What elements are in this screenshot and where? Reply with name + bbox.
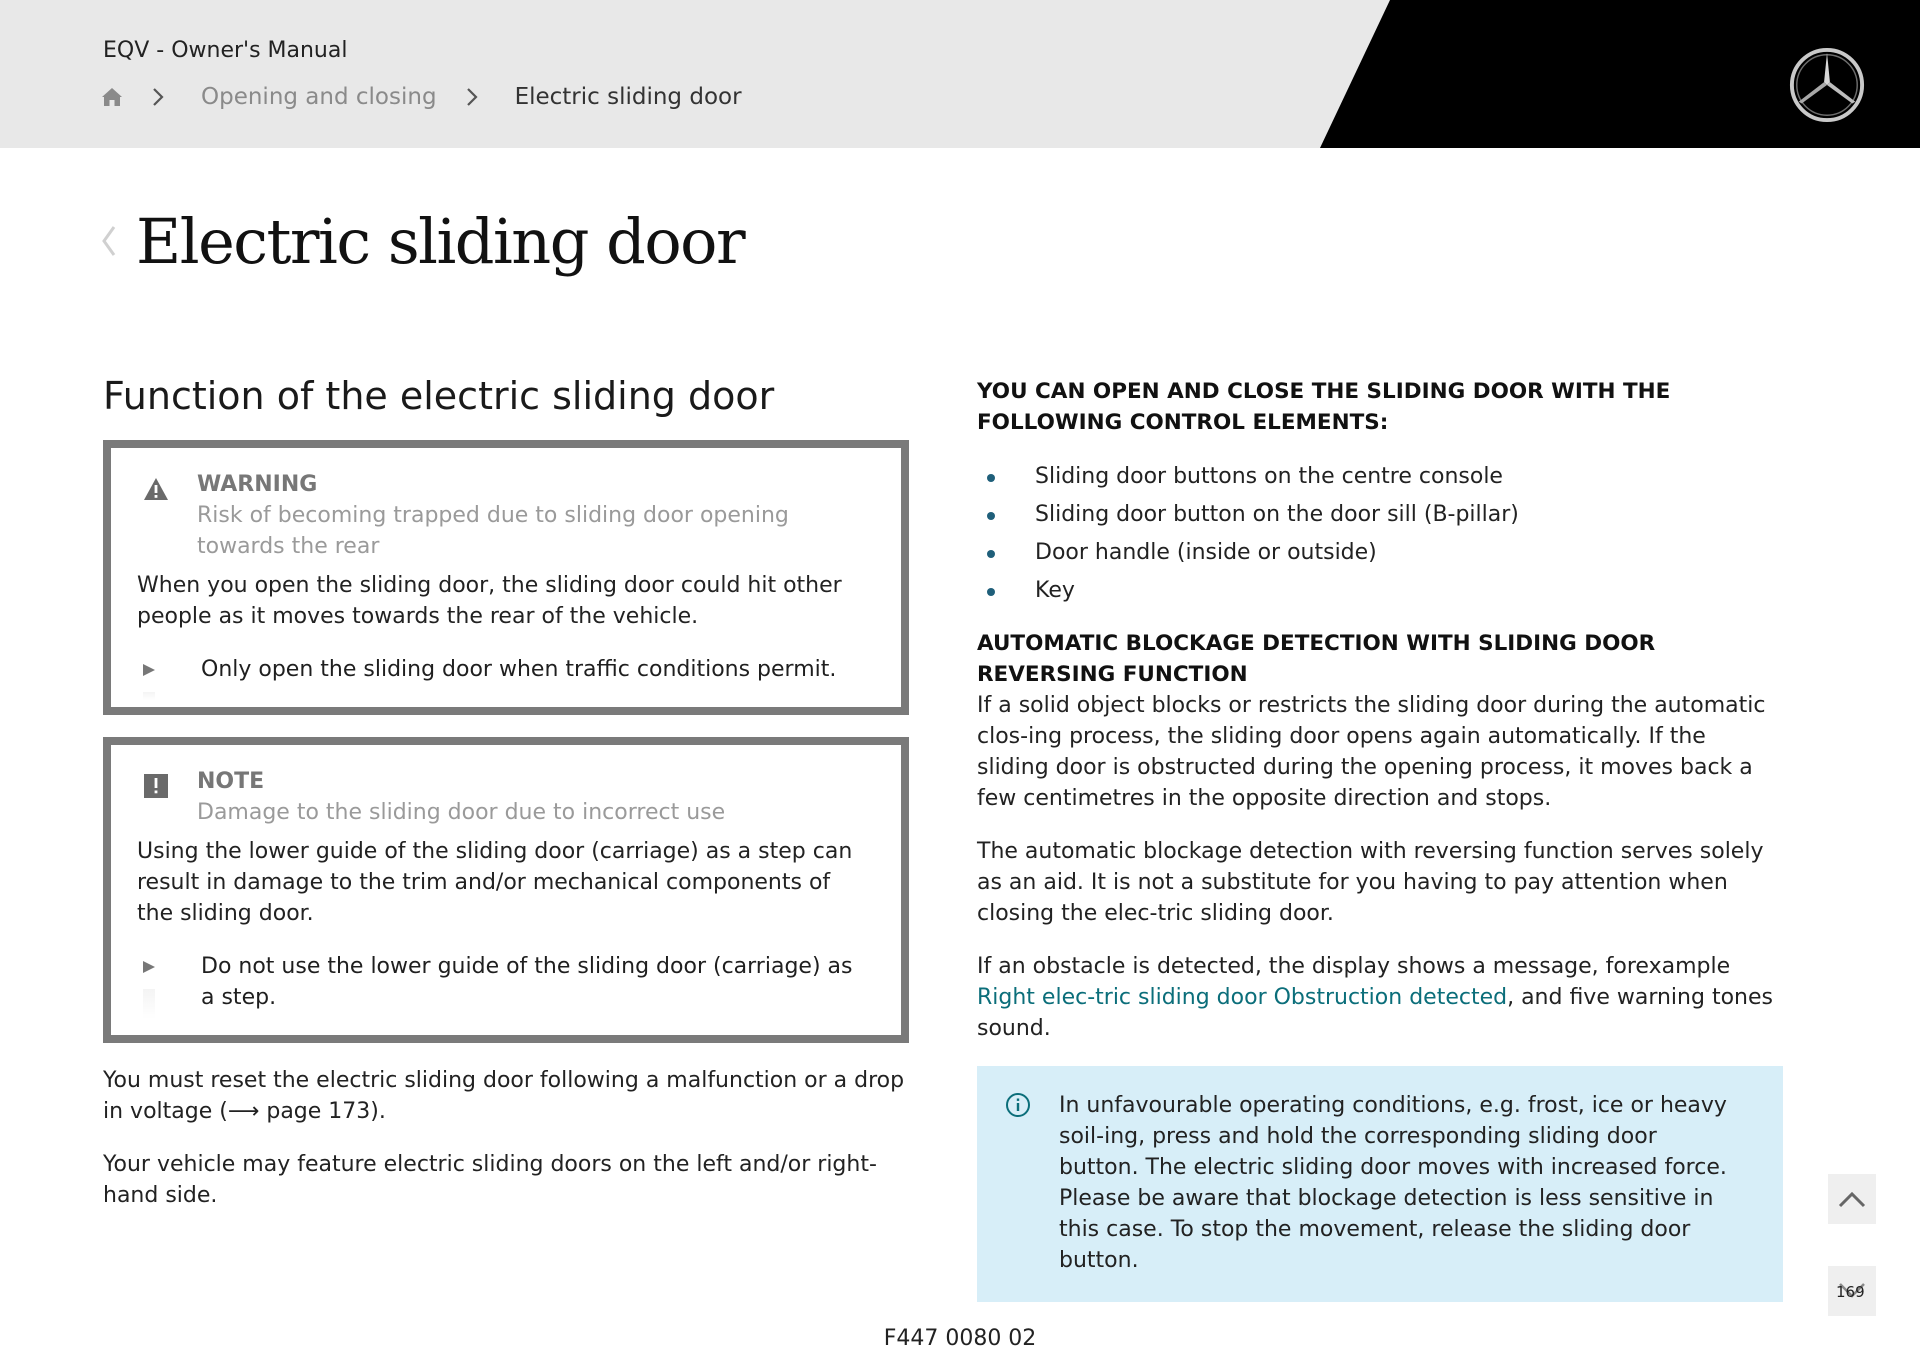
right-column xyxy=(977,376,1783,1302)
exclamation-square-icon xyxy=(143,773,169,799)
note-box xyxy=(103,737,909,1043)
warning-label: WARNING xyxy=(197,472,318,497)
page-title: Electric sliding door xyxy=(136,204,745,278)
sides-paragraph: Your vehicle may feature electric sliding doors on the left and/or right-hand side. xyxy=(103,1152,877,1208)
info-text: In unfavourable operating conditions, e.g. frost, ice or heavy soil-ing, press and hold the corresponding sliding door button. The electric sliding door moves with increased force. Please be aware that blockage detection is less sensitive in this case. To stop the movement, release the sliding door button. xyxy=(1059,1093,1727,1273)
breadcrumb xyxy=(101,80,742,114)
list-item: Key xyxy=(977,572,1783,610)
chevron-up-icon xyxy=(1837,1189,1867,1209)
breadcrumb-current-page: Electric sliding door xyxy=(514,84,742,110)
note-action-text: Do not use the lower guide of the sliding door (carriage) as a step. xyxy=(201,954,853,1010)
reset-paragraph: You must reset the electric sliding door following a malfunction or a drop in voltage (⟶ page 173). xyxy=(103,1068,905,1124)
play-arrow-icon xyxy=(141,654,163,685)
home-icon[interactable] xyxy=(101,86,123,108)
mercedes-star-logo[interactable] xyxy=(1788,46,1866,124)
warning-body: When you open the sliding door, the sliding door could hit other people as it moves towards the rear of the vehicle. xyxy=(137,573,842,629)
left-column xyxy=(103,370,909,1233)
note-subtitle: Damage to the sliding door due to incorrect use xyxy=(197,800,726,825)
note-action xyxy=(137,951,871,1013)
play-arrow-icon xyxy=(141,951,163,1013)
figure-code: F447 0080 02 xyxy=(883,1326,1037,1351)
chevron-right-icon xyxy=(151,86,165,108)
chevron-right-icon xyxy=(465,86,479,108)
blockage-paragraph-1: If a solid object blocks or restricts the sliding door during the automatic clos-ing process, the sliding door opens again automatically. If the sliding door is obstructed during the opening process, it moves back a few centimetres in the opposite direction and stops. xyxy=(977,693,1766,811)
info-box xyxy=(977,1066,1783,1302)
warning-subtitle: Risk of becoming trapped due to sliding door opening towards the rear xyxy=(197,503,789,559)
chevron-left-icon[interactable] xyxy=(100,223,118,259)
controls-heading: YOU CAN OPEN AND CLOSE THE SLIDING DOOR WITH THE FOLLOWING CONTROL ELEMENTS: xyxy=(977,379,1671,435)
note-label: NOTE xyxy=(197,769,265,794)
obstruction-message-link[interactable]: Right elec-tric sliding door Obstruction detected xyxy=(977,985,1508,1010)
section-title: Function of the electric sliding door xyxy=(103,374,775,418)
scroll-up-button[interactable] xyxy=(1828,1174,1876,1224)
controls-list xyxy=(977,458,1783,610)
blockage-heading: AUTOMATIC BLOCKAGE DETECTION WITH SLIDING DOOR REVERSING FUNCTION xyxy=(977,631,1656,687)
note-body: Using the lower guide of the sliding door (carriage) as a step can result in damage to the trim and/or mechanical components of the sliding door. xyxy=(137,839,853,926)
list-item: Sliding door buttons on the centre console xyxy=(977,458,1783,496)
warning-triangle-icon xyxy=(143,476,169,502)
obstacle-paragraph: If an obstacle is detected, the display shows a message, forexample Right elec-tric sliding door Obstruction detected, and five warning tones sound. xyxy=(977,954,1773,1041)
info-circle-icon xyxy=(1005,1092,1031,1118)
warning-action-text: Only open the sliding door when traffic conditions permit. xyxy=(201,657,837,682)
page-header xyxy=(0,0,1920,148)
blockage-paragraph-2: The automatic blockage detection with reversing function serves solely as an aid. It is not a substitute for you having to pay attention when closing the elec-tric sliding door. xyxy=(977,839,1764,926)
list-item: Sliding door button on the door sill (B-pillar) xyxy=(977,496,1783,534)
warning-action xyxy=(137,654,871,685)
warning-box xyxy=(103,440,909,715)
page-number: 169 xyxy=(1836,1283,1865,1301)
list-item: Door handle (inside or outside) xyxy=(977,534,1783,572)
breadcrumb-opening-and-closing[interactable]: Opening and closing xyxy=(201,84,437,110)
title-row xyxy=(100,196,744,286)
manual-title[interactable]: EQV - Owner's Manual xyxy=(103,38,348,63)
